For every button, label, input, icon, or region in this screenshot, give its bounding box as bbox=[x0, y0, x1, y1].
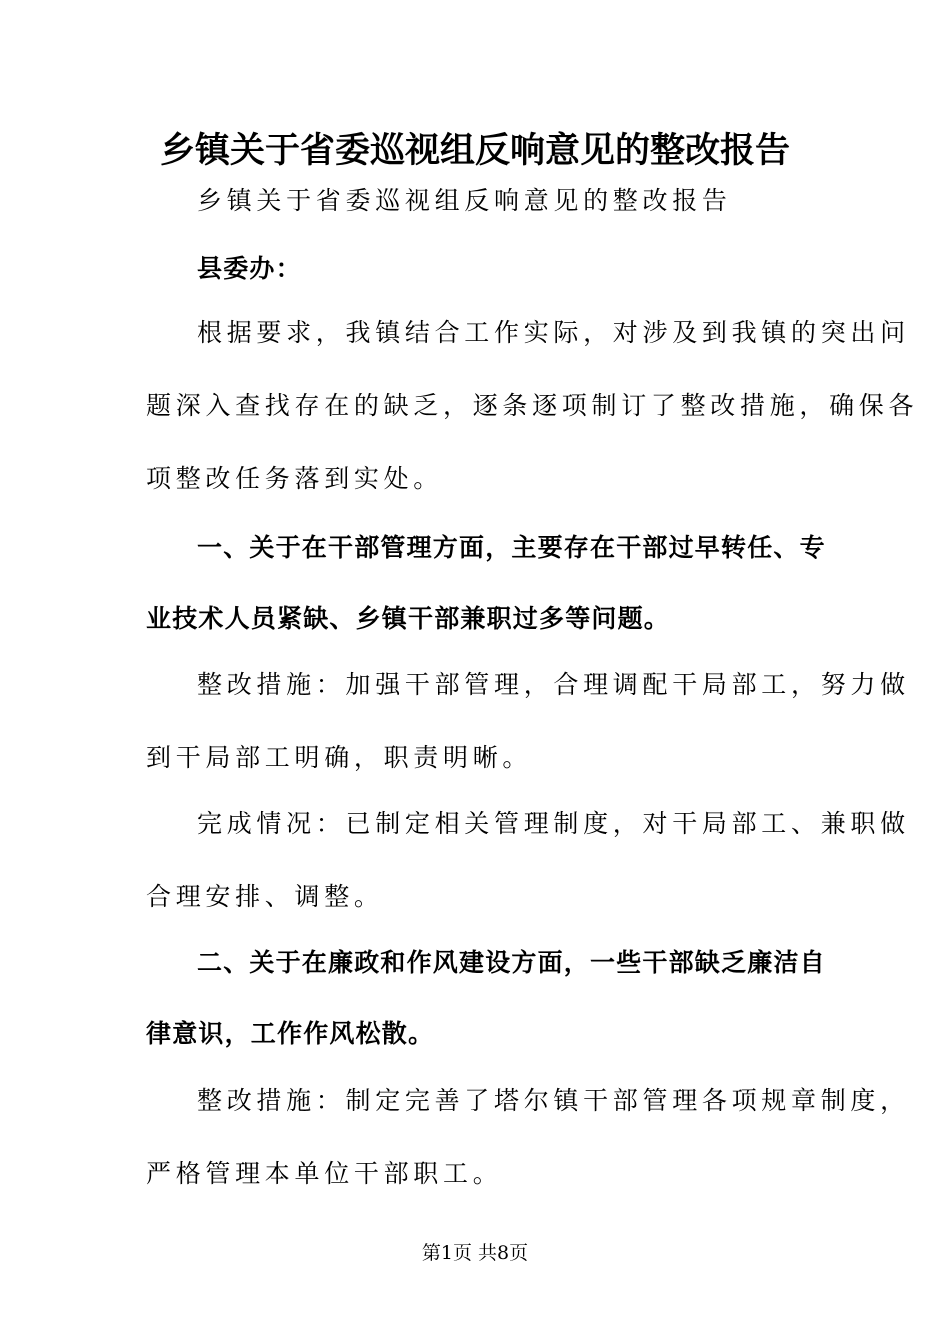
section1-status-line-2: 合理安排、调整。 bbox=[146, 882, 384, 911]
document-subtitle: 乡镇关于省委巡视组反响意见的整改报告 bbox=[197, 186, 732, 215]
section1-measures-line-2: 到干局部工明确，职责明晰。 bbox=[146, 743, 533, 772]
section2-measures-line-2: 严格管理本单位干部职工。 bbox=[146, 1159, 503, 1188]
section1-status-line-1: 完成情况：已制定相关管理制度，对干局部工、兼职做 bbox=[197, 809, 910, 838]
section2-measures-line-1: 整改措施：制定完善了塔尔镇干部管理各项规章制度， bbox=[197, 1086, 910, 1115]
section2-heading-line-1: 二、关于在廉政和作风建设方面，一些干部缺乏廉洁自 bbox=[197, 948, 826, 977]
section1-measures-line-1: 整改措施：加强干部管理，合理调配干局部工，努力做 bbox=[197, 670, 910, 699]
page-footer: 第1页 共8页 bbox=[421, 1242, 529, 1264]
intro-line-3: 项整改任务落到实处。 bbox=[146, 464, 444, 493]
section1-heading-line-2: 业技术人员紧缺、乡镇干部兼职过多等问题。 bbox=[146, 604, 671, 633]
document-title: 乡镇关于省委巡视组反响意见的整改报告 bbox=[159, 130, 790, 171]
addressee: 县委办： bbox=[197, 254, 302, 283]
intro-line-2: 题深入查找存在的缺乏，逐条逐项制订了整改措施，确保各 bbox=[146, 391, 919, 420]
section2-heading-line-2: 律意识，工作作风松散。 bbox=[146, 1019, 435, 1048]
intro-line-1: 根据要求，我镇结合工作实际，对涉及到我镇的突出问 bbox=[197, 318, 910, 347]
section1-heading-line-1: 一、关于在干部管理方面，主要存在干部过早转任、专 bbox=[197, 533, 826, 562]
